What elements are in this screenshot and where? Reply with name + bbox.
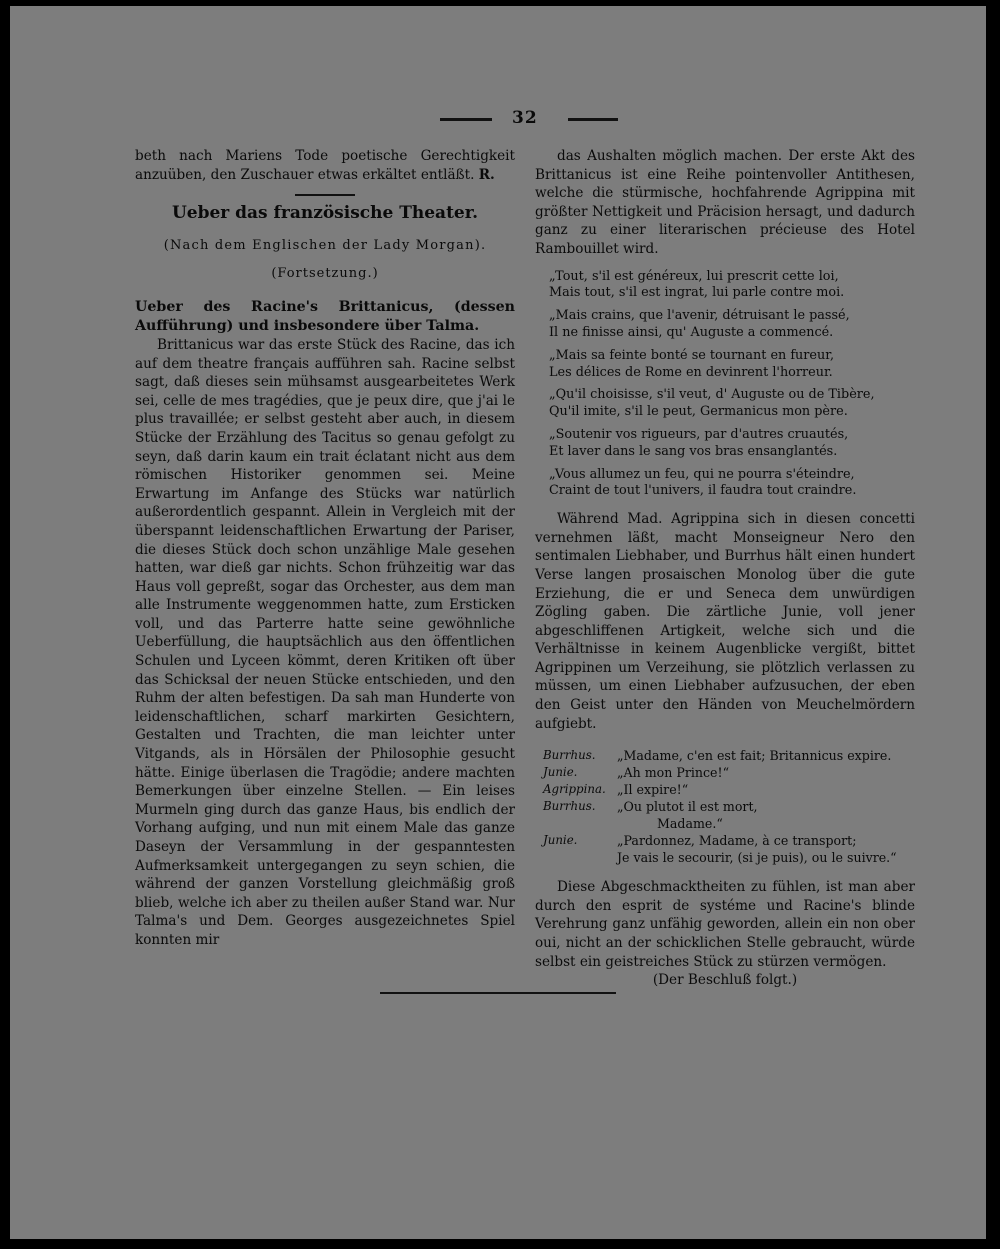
verse-line: Craint de tout l'univers, il faudra tout craindre. (549, 483, 857, 499)
speaker-name: Burrhus. (543, 748, 596, 763)
intro-text: beth nach Mariens Tode poetische Gerechtigkeit anzuüben, den Zuschauer etwas erkältet entläßt. (135, 148, 515, 183)
continuation-note: (Fortsetzung.) (271, 266, 379, 282)
page-number: 32 (512, 108, 538, 128)
speech-text: „Il expire!“ (617, 782, 689, 798)
header-rule-left (440, 118, 492, 121)
verse-line: Il ne finisse ainsi, qu' Auguste a commencé. (549, 324, 834, 340)
right-paragraph-1: das Aushalten möglich machen. Der erste Akt des Brittanicus ist eine Reihe pointenvoller Antithesen, welche die stürmische, hochfahrende Agrippina mit größter Nettigkeit und Präcision hersagt, und dadurch ganz zu einer literarischen précieuse des Hotel Rambouillet wird. (535, 148, 915, 257)
verse-couplet (549, 269, 915, 303)
dialogue-line (543, 781, 915, 798)
speech-text: Madame.“ (657, 816, 723, 832)
page-header (440, 108, 620, 130)
speaker-name (543, 815, 617, 832)
title-rule (295, 194, 355, 196)
verse-line: „Mais sa feinte bonté se tournant en fureur, (549, 347, 835, 363)
speaker-name: Junie. (543, 765, 578, 780)
article-subtitle: (Nach dem Englischen der Lady Morgan). (163, 237, 487, 253)
speech-text: „Madame, c'en est fait; Britannicus expire. (617, 748, 892, 764)
verse-couplet (549, 348, 915, 382)
speech-text: „Ou plutot il est mort, (617, 799, 758, 815)
left-column (135, 147, 515, 950)
verse-couplet (549, 308, 915, 342)
verse-quotations (549, 269, 915, 501)
verse-line: Et laver dans le sang vos bras ensanglantés. (549, 443, 838, 459)
verse-line: Qu'il imite, s'il le peut, Germanicus mon père. (549, 404, 848, 420)
verse-line: „Soutenir vos rigueurs, par d'autres cruautés, (549, 426, 849, 442)
right-column (535, 147, 915, 990)
speaker-name: Junie. (543, 833, 578, 848)
dialogue-block (543, 747, 915, 866)
scan-border-top (0, 0, 1000, 6)
scan-border-left (0, 0, 10, 1249)
intro-signature: R. (478, 166, 495, 183)
dialogue-line (543, 764, 915, 781)
dialogue-line (543, 849, 915, 866)
scan-border-right (986, 0, 1000, 1249)
right-paragraph-2: Während Mad. Agrippina sich in diesen concetti vernehmen läßt, macht Monseigneur Nero den sentimalen Liebhaber, und Burrhus hält einen hundert Verse langen prosaischen Monolog über die gute Erziehung, die er und Seneca dem unwürdigen Zögling gaben. Die zärtliche Junie, voll jener abgeschliffenen Artigkeit, welche sich und die Verhältnisse in keinem Augenblicke vergißt, bittet Agrippinen um Verzeihung, sie plötzlich verlassen zu müssen, um einen Liebhaber aufzusuchen, der eben den Geist unter den Händen von Meuchelmördern aufgiebt. (535, 511, 915, 732)
verse-couplet (549, 387, 915, 421)
scan-border-bottom (0, 1239, 1000, 1249)
verse-line: „Qu'il choisisse, s'il veut, d' Auguste ou de Tibère, (549, 387, 875, 403)
verse-line: „Vous allumez un feu, qui ne pourra s'éteindre, (549, 466, 855, 482)
dialogue-line (543, 798, 915, 815)
speaker-name (543, 849, 617, 866)
article-title: Ueber das französische Theater. (171, 203, 479, 224)
header-rule-right (568, 118, 618, 121)
speaker-name: Agrippina. (543, 782, 606, 797)
dialogue-line (543, 815, 915, 832)
intro-paragraph (135, 147, 515, 184)
verse-line: Les délices de Rome en devinrent l'horreur. (549, 364, 833, 380)
conclusion-note: (Der Beschluß folgt.) (652, 972, 798, 989)
body-paragraph: Brittanicus war das erste Stück des Racine, das ich auf dem theatre français aufführen sah. Racine selbst sagt, daß dieses sein mühsamst ausgearbeitetes Werk sei, celle de mes tragédies, que je peux dire, que j'ai le plus travaillée; er selbst gesteht aber auch, in diesem Stücke der Erzählung des Tacitus so genau gefolgt zu seyn, daß darin kaum ein trait éclatant nicht aus dem römischen Historiker genommen sei. Meine Erwartung im Anfange des Stücks war natürlich außerordentlich gespannt. Allein in Vergleich mit der überspannt leidenschaftlichen Erwartung der Pariser, die dieses Stück doch schon unzählige Male gesehen hatten, war dieß gar nichts. Schon frühzeitig war das Haus voll gepreßt, sogar das Orchester, aus dem man alle Instrumente weggenommen hatte, zum Ersticken voll, und das Parterre hatte seine gewöhnliche Ueberfüllung, die hauptsächlich aus den öffentlichen Schulen und Lyceen kömmt, deren Kritiken oft über das Schicksal der neuen Stücke entschieden, und den Ruhm der alten befestigen. Da sah man Hunderte von leidenschaftlichen, scharf markirten Gesichtern, Gestalten und Trachten, die man leichter unter Vitgands, als in Hörsälen der Philosophie gesucht hätte. Einige überlasen die Tragödie; andere machten Bemerkungen über einzelne Stellen. — Ein leises Murmeln ging durch das ganze Haus, bis endlich der Vorhang aufging, und nun mit einem Male das ganze Daseyn der Versammlung in der gespanntesten Aufmerksamkeit untergegangen zu seyn schien, die während der ganzen Vorstellung gleichmäßig groß blieb, welche ich aber zu theilen außer Stand war. Nur Talma's und Dem. Georges ausgezeichnetes Spiel konnten mir (135, 336, 515, 948)
right-paragraph-3: Diese Abgeschmacktheiten zu fühlen, ist man aber durch den esprit de systéme und Racine's blinde Verehrung ganz unfähig geworden, allein ein non ober oui, nicht an der schicklichen Stelle gebraucht, würde selbst ein geistreiches Stück zu stürzen vermögen. (535, 879, 915, 970)
bleed-through-gap (135, 225, 515, 233)
verse-line: Mais tout, s'il est ingrat, lui parle contre moi. (549, 285, 845, 301)
speech-text: „Ah mon Prince!“ (617, 765, 730, 781)
section-heading: Ueber des Racine's Brittanicus, (dessen Aufführung) und insbesondere über Talma. (135, 298, 515, 334)
verse-line: „Tout, s'il est généreux, lui prescrit cette loi, (549, 268, 839, 284)
dialogue-line (543, 747, 915, 764)
speaker-name: Burrhus. (543, 799, 596, 814)
verse-line: „Mais crains, que l'avenir, détruisant le passé, (549, 308, 850, 324)
verse-couplet (549, 427, 915, 461)
dialogue-line (543, 832, 915, 849)
footer-rule (380, 992, 616, 994)
speech-text: Je vais le secourir, (si je puis), ou le suivre.“ (617, 850, 897, 866)
speech-text: „Pardonnez, Madame, à ce transport; (617, 833, 857, 849)
verse-couplet (549, 467, 915, 501)
